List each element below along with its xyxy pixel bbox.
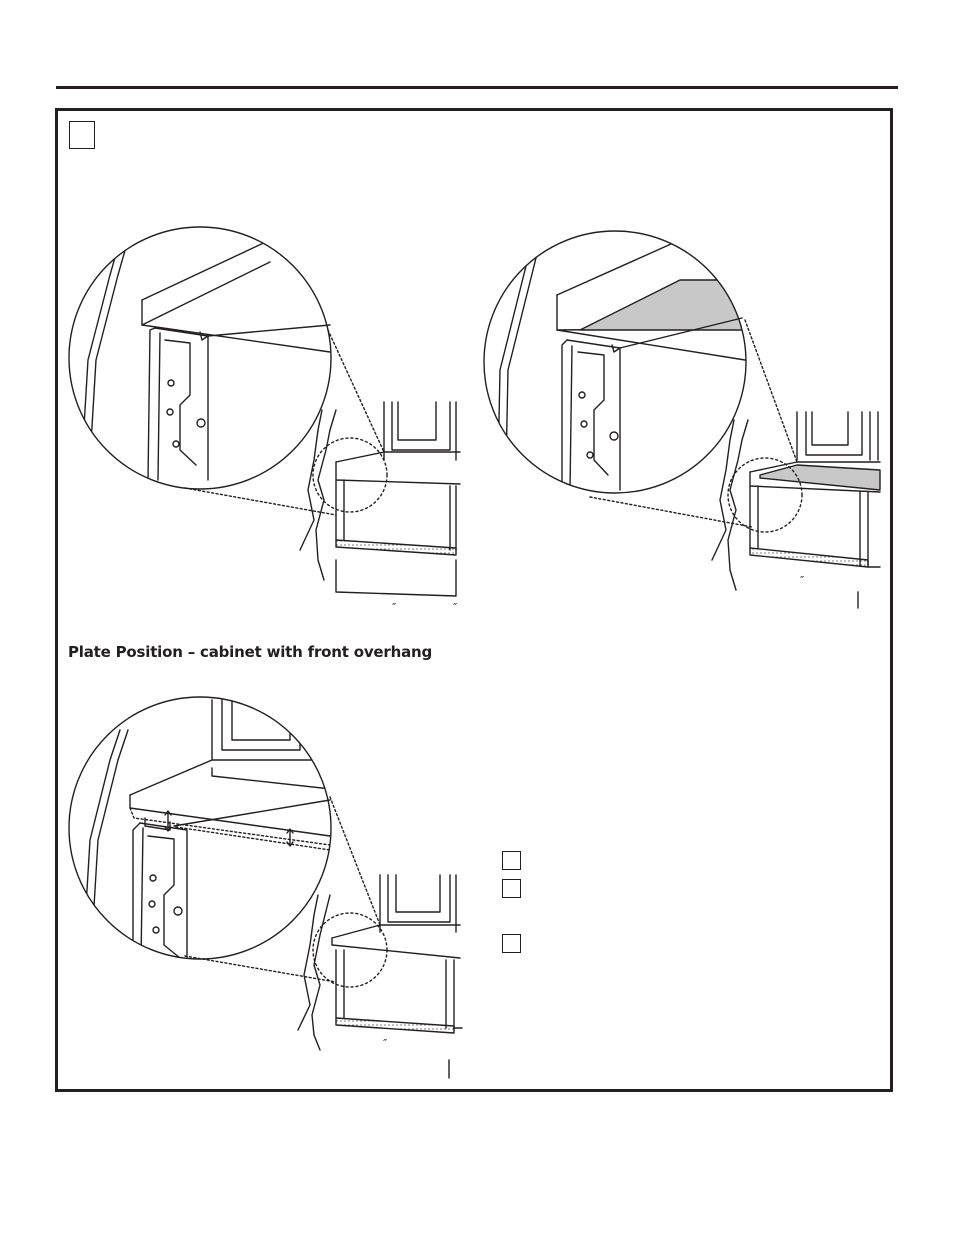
figure-2-overview <box>590 320 880 608</box>
figure-1-overview <box>185 330 460 596</box>
figure-caption: Plate Position – cabinet with front overhang <box>68 643 433 661</box>
dimension-inch-mark: ″ <box>383 1037 388 1050</box>
figure-3-detail-circle <box>69 697 340 960</box>
dimension-inch-mark: ″ <box>392 601 397 614</box>
figure-2-detail-circle <box>484 231 760 493</box>
dimension-inch-mark: ″ <box>453 601 458 614</box>
dimension-inch-mark: ″ <box>800 574 805 587</box>
figure-1-detail-circle <box>69 227 340 489</box>
figure-3-overview <box>185 797 462 1078</box>
